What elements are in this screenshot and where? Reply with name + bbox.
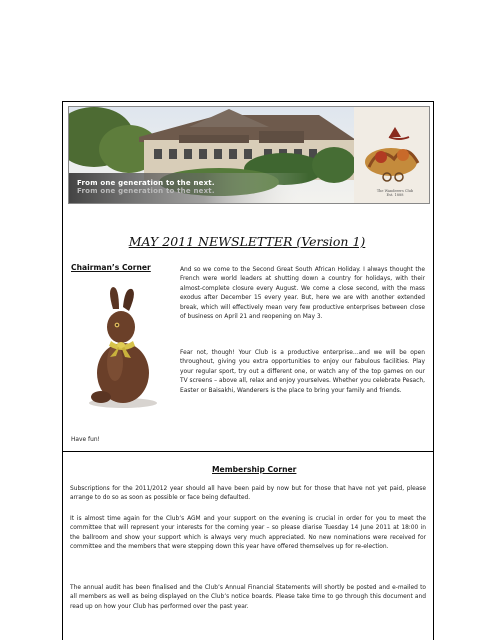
club-logo-name: The Wanderers Club bbox=[376, 189, 414, 193]
chairman-signoff: Have fun! bbox=[71, 437, 100, 443]
banner-caption-line1: From one generation to the next. bbox=[77, 179, 215, 187]
chocolate-bunny-image bbox=[71, 285, 167, 409]
membership-paragraph-2: It is almost time again for the Club’s AGM and your support on the evening is crucial in order for you to meet the committee that will represent your interests for the coming year – so please diarise Tuesday 14 June 2011 at 18:00 in the ballroom and show your support which is always very much appreciated. No new nominations were received for committee and the members that were stepping down this year have offered themselves up for re-election. bbox=[70, 516, 426, 551]
newsletter-title: MAY 2011 NEWSLETTER (Version 1) bbox=[128, 234, 366, 249]
club-logo-est: Est. 1888 bbox=[386, 193, 404, 197]
club-banner-image bbox=[68, 106, 430, 204]
membership-paragraph-3: The annual audit has been finalised and the Club’s Annual Financial Statements will shortly be posted and e-mailed to all members as well as being displayed on the Club’s notice boards. Please take time to go through this document and read up on how your Club has performed over the past year. bbox=[70, 585, 426, 610]
chairmans-corner-heading: Chairman’s Corner bbox=[71, 263, 151, 272]
chairman-paragraph-1: And so we come to the Second Great South African Holiday. I always thought the French were world leaders at shutting down a country for holidays, with their almost-complete closure every August. We come a close second, with the mass exodus after December 15 every year. But, here we are with another extended break, which will effectively mean very few productive enterprises between close of business on April 21 and reopening on May 3. bbox=[180, 267, 425, 321]
chairman-paragraph-2: Fear not, though! Your Club is a productive enterprise…and we will be open throughout, giving you extra opportunities to enjoy our fabulous facilities. Play your regular sport, try out a different one, or watch any of the top games on our TV screens – above all, relax and enjoy yourselves. Whether you celebrate Pesach, Easter or Baisakhi, Wanderers is the place to bring your family and friends. bbox=[180, 350, 425, 394]
banner-caption bbox=[77, 179, 215, 195]
club-logo-text bbox=[367, 189, 423, 197]
membership-paragraph-1: Subscriptions for the 2011/2012 year should all have been paid by now but for those that have not yet paid, please arrange to do so as soon as possible or face being defaulted. bbox=[70, 486, 426, 502]
banner-caption-line2: From one generation to the next. bbox=[77, 187, 215, 195]
membership-corner-heading: Membership Corner bbox=[212, 465, 297, 474]
